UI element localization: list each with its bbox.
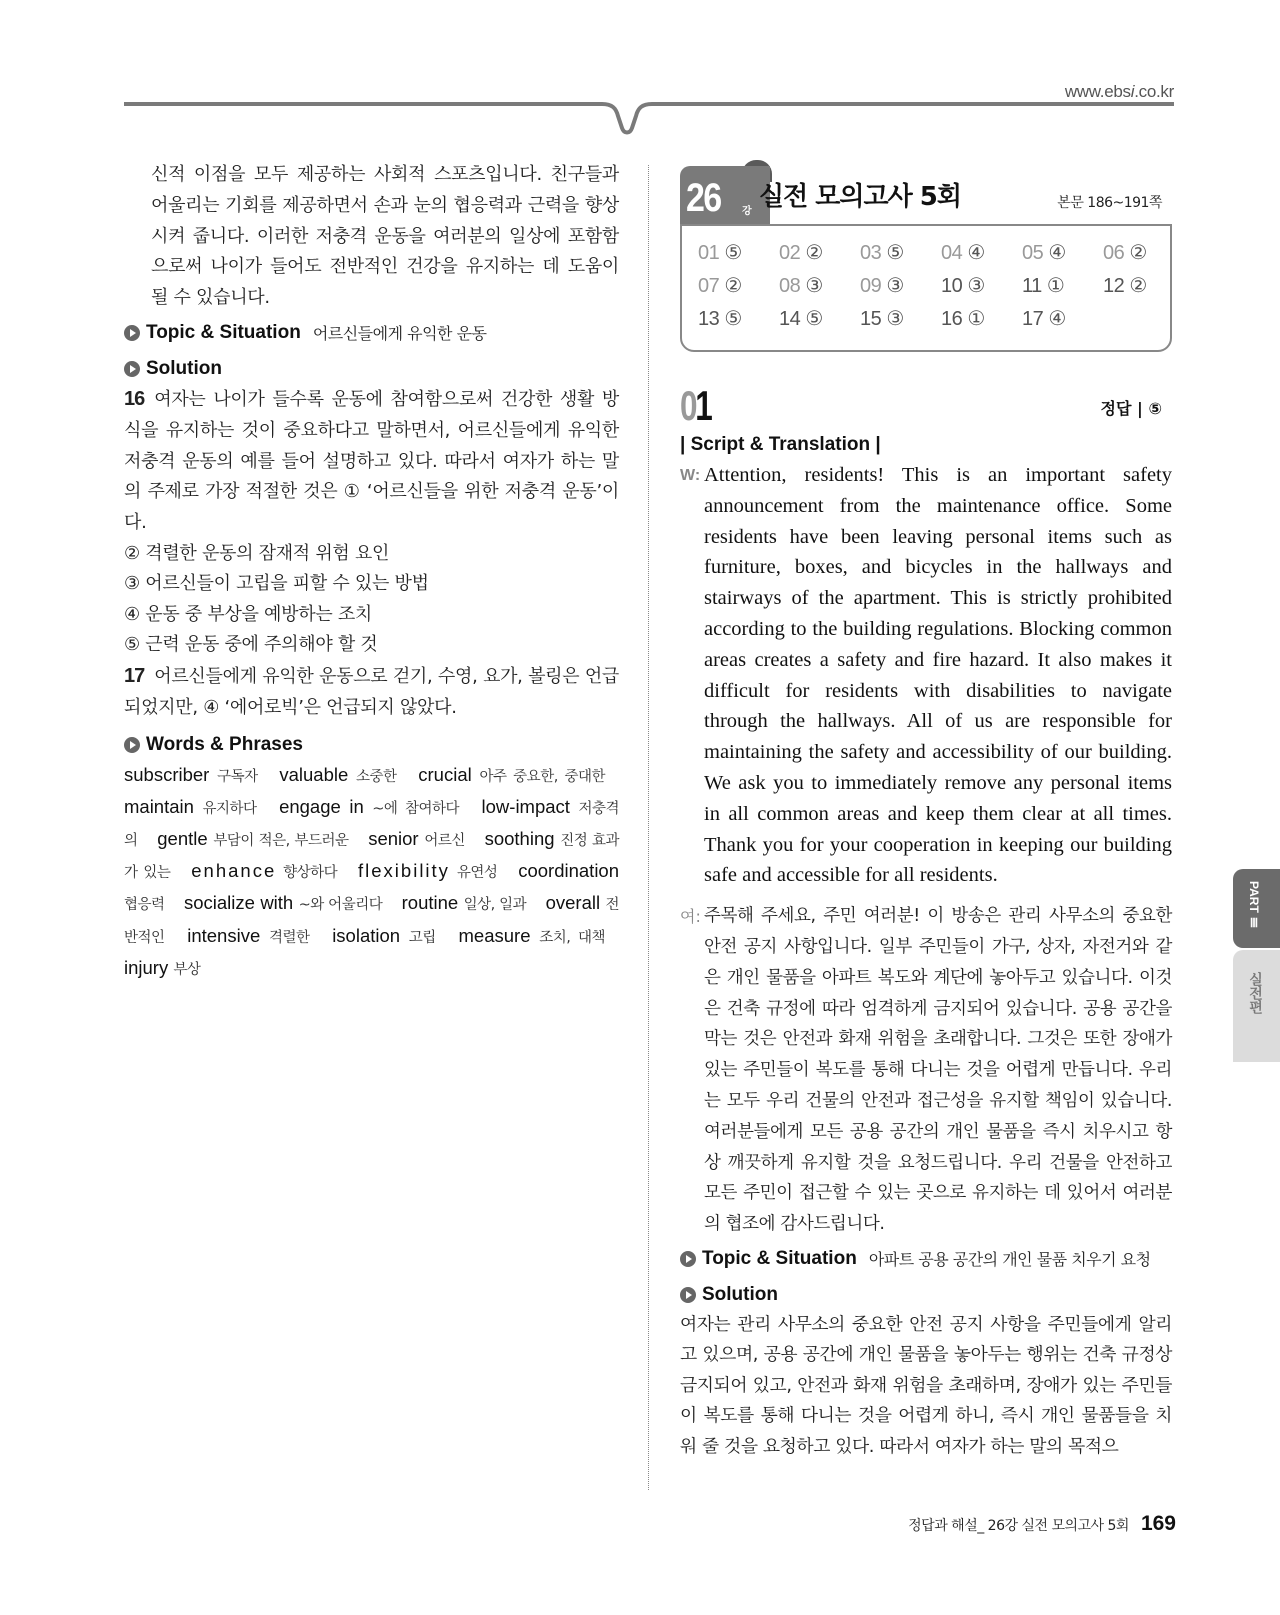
- answer-grid: [698, 238, 1170, 335]
- option-item: ③ 어르신들이 고립을 피할 수 있는 방법: [124, 573, 429, 595]
- vocab-term: overall: [545, 892, 601, 914]
- vocab-term: enhance: [191, 860, 277, 882]
- vocab-term: crucial: [418, 763, 472, 785]
- vocab-term: socialize with: [183, 892, 294, 914]
- vocab-meaning: 부상: [173, 961, 201, 978]
- answer-item: 16 ①: [941, 308, 985, 330]
- script-korean-text: 주목해 주세요, 주민 여러분! 이 방송은 관리 사무소의 중요한 안전 공지 사항입니다. 일부 주민들이 가구, 상자, 자전거와 같은 개인 물품을 아파트 복도와 계단에 놓아두고 있습니다. 이것은 건축 규정에 따라 엄격하게 금지되어 있습니다. 공용 공간을 막는 것은 안전과 화재 위험을 초래합니다. 그것은 또한 장애가 있는 주민들이 복도를 통해 다니는 것을 어렵게 만듭니다. 우리는 모두 우리 건물의 안전과 접근성을 유지할 책임이 있습니다. 여러분들에게 모든 공용 공간의 개인 물품을 즉시 치우시고 항상 깨끗하게 유지할 것을 요청드립니다. 우리 건물을 안전하고 모든 주민이 접근할 수 있는 곳으로 유지하는 데 있어서 여러분의 협조에 감사드립니다.: [704, 906, 1172, 1235]
- vocabulary-list: [124, 760, 619, 985]
- q17-text: 어르신들에게 유익한 운동으로 걷기, 수영, 요가, 볼링은 언급되었지만, ④ ‘에어로빅’은 언급되지 않았다.: [124, 665, 619, 718]
- site-url: [1065, 82, 1174, 102]
- unit-title: 실전 모의고사 5회: [759, 182, 962, 212]
- vocab-term: soothing: [484, 827, 555, 849]
- vocab-meaning: ~에 참여하다: [372, 800, 459, 817]
- topic-label: Topic & Situation: [146, 321, 301, 343]
- topic-heading: [124, 318, 619, 348]
- vocab-term: routine: [401, 892, 459, 914]
- vocab-term: low-impact: [481, 795, 570, 817]
- vocab-meaning: 유연성: [456, 865, 498, 882]
- q17-explanation: [124, 661, 619, 724]
- q16-number: 16: [124, 387, 145, 410]
- vocab-meaning: 격렬한: [268, 929, 310, 946]
- vocab-meaning: 고립: [408, 929, 436, 946]
- q16-option-list: [124, 539, 619, 661]
- site-url-italic: i: [1130, 82, 1135, 101]
- vocab-term: subscriber: [124, 763, 210, 785]
- vocab-meaning: 어르신: [424, 832, 465, 849]
- q16-text: 여자는 나이가 들수록 운동에 참여함으로써 건강한 생활 방식을 유지하는 것이 중요하다고 말하면서, 어르신들에게 유익한 저충격 운동의 예를 들어 설명하고 있다. 따라서 여자가 하는 말의 주제로 가장 적절한 것은 ① ‘어르신들을 위한 저충격 운동’이다.: [124, 388, 619, 534]
- answer-item: 09 ③: [860, 275, 904, 297]
- vocab-meaning: 아주 중요한, 중대한: [479, 768, 606, 785]
- unit-number: 26: [686, 176, 721, 220]
- solution-heading: [680, 1280, 1172, 1310]
- vocab-term: flexibility: [358, 860, 450, 882]
- question-header: [680, 382, 1172, 430]
- intro-paragraph: 신적 이점을 모두 제공하는 사회적 스포츠입니다. 친구들과 어울리는 기회를 제공하면서 손과 눈의 협응력과 근력을 향상시켜 줍니다. 이러한 저충격 운동을 여러분의 일상에 포함함으로써 나이가 들어도 전반적인 건강을 유지하는 데 도움이 될 수 있습니다.: [151, 164, 619, 309]
- play-bullet-icon: [680, 1287, 696, 1303]
- play-bullet-icon: [124, 737, 140, 753]
- vocab-meaning: 협응력: [124, 897, 165, 914]
- vocab-meaning: 구독자: [217, 768, 258, 785]
- question-number: 01: [680, 382, 711, 429]
- page-number: 169: [1140, 1512, 1176, 1535]
- unit-pages: 본문 186~191쪽: [1057, 195, 1162, 211]
- script-korean: [680, 901, 1172, 1240]
- side-tab-section-label: 실전편: [1247, 972, 1263, 1014]
- vocab-term: intensive: [187, 924, 261, 946]
- vocab-meaning: 소중한: [356, 768, 397, 785]
- answer-item: 04 ④: [941, 242, 985, 264]
- play-bullet-icon: [124, 325, 140, 341]
- answer-item: 01 ⑤: [698, 242, 742, 264]
- vocab-meaning: 유지하다: [202, 800, 257, 817]
- vocab-term: valuable: [279, 763, 349, 785]
- vocab-meaning: 조치, 대책: [539, 929, 605, 946]
- vocab-meaning: 저충격의: [124, 800, 620, 849]
- correct-answer-label: 정답 | ⑤: [1100, 399, 1162, 418]
- left-column: [124, 160, 619, 985]
- answer-item: 02 ②: [779, 242, 823, 264]
- q17-number: 17: [124, 664, 145, 687]
- answer-item: 07 ②: [698, 275, 742, 297]
- answer-item: 12 ②: [1103, 275, 1147, 297]
- page-footer: [908, 1512, 1176, 1536]
- answer-item: 05 ④: [1022, 242, 1066, 264]
- vocab-term: coordination: [518, 860, 620, 882]
- q16-explanation: [124, 384, 619, 539]
- answer-item: 11 ①: [1022, 275, 1065, 297]
- answer-item: 15 ③: [860, 308, 904, 330]
- site-url-prefix: www.ebs: [1064, 82, 1131, 101]
- side-tab-part[interactable]: [1233, 869, 1280, 948]
- vocab-meaning: 일상, 일과: [463, 897, 527, 914]
- solution-label: Solution: [146, 357, 222, 379]
- solution-heading: [124, 354, 619, 384]
- script-english-text: Attention, residents! This is an important safety announcement from the maintenance office. Some residents have been leaving personal items such as furniture, boxes, and bicycles in the hallways and stairways of the apartment. This is strictly prohibited according to the building regulations. Blocking common areas creates a safety and fire hazard. It also makes it difficult for residents with disabilities to navigate through the hallways. All of us are responsible for maintaining the safety and accessibility of our building. We ask you to immediately remove any personal items in all common areas and keep them clear at all times. Thank you for your cooperation in keeping our building safe and accessible for all residents.: [704, 464, 1172, 887]
- script-english: [680, 460, 1172, 891]
- side-tab-section[interactable]: [1233, 950, 1280, 1062]
- vocab-term: maintain: [124, 795, 194, 817]
- column-divider: [648, 165, 649, 1490]
- option-item: ⑤ 근력 운동 중에 주의해야 할 것: [124, 634, 378, 656]
- answer-item: 14 ⑤: [779, 308, 823, 330]
- site-url-suffix: .co.kr: [1134, 82, 1174, 101]
- answer-key-box: [680, 224, 1172, 352]
- option-item: ④ 운동 중 부상을 예방하는 조치: [124, 603, 373, 625]
- answer-item: 13 ⑤: [698, 308, 742, 330]
- vocab-term: isolation: [332, 924, 401, 946]
- right-column: [680, 160, 1172, 1462]
- words-label: Words & Phrases: [146, 733, 303, 755]
- topic-label: Topic & Situation: [702, 1247, 857, 1269]
- script-heading: | Script & Translation |: [680, 434, 881, 455]
- speaker-label: W:: [680, 467, 701, 484]
- vocab-meaning: 진정 효과가 있는: [124, 832, 620, 882]
- vocab-meaning: 전반적인: [124, 897, 620, 946]
- answer-item: 08 ③: [779, 275, 823, 297]
- header-rule-divider: [124, 100, 1174, 140]
- vocab-term: engage in: [279, 795, 364, 817]
- answer-item: 03 ⑤: [860, 242, 904, 264]
- play-bullet-icon: [124, 361, 140, 377]
- vocab-meaning: ~와 어울리다: [298, 897, 383, 914]
- unit-suffix: 강: [742, 206, 752, 217]
- unit-badge: [680, 166, 770, 224]
- words-heading: [124, 730, 619, 760]
- vocab-term: injury: [124, 956, 169, 978]
- solution-text: 여자는 관리 사무소의 중요한 안전 공지 사항을 주민들에게 알리고 있으며, 공용 공간에 개인 물품을 놓아두는 행위는 건축 규정상 금지되어 있고, 안전과 화재 위험을 초래하며, 장애가 있는 주민들이 복도를 통해 다니는 것을 어렵게 하니, 즉시 개인 물품들을 치워 줄 것을 요청하고 있다. 따라서 여자가 하는 말의 목적으: [680, 1313, 1172, 1457]
- vocab-term: measure: [458, 924, 531, 946]
- option-item: ② 격렬한 운동의 잠재적 위험 요인: [124, 542, 390, 564]
- vocab-meaning: 향상하다: [283, 865, 338, 882]
- footer-text: 정답과 해설_ 26강 실전 모의고사 5회: [908, 1518, 1129, 1534]
- vocab-meaning: 부담이 적은, 부드러운: [213, 832, 349, 849]
- topic-heading: [680, 1244, 1172, 1274]
- topic-value: 아파트 공용 공간의 개인 물품 치우기 요청: [868, 1250, 1151, 1270]
- answer-item: 06 ②: [1103, 242, 1147, 264]
- answer-item: 10 ③: [941, 275, 985, 297]
- topic-value: 어르신들에게 유익한 운동: [312, 324, 487, 344]
- speaker-label: 여:: [680, 907, 701, 927]
- unit-header: [680, 160, 1172, 224]
- side-tab-part-label: PART Ⅲ: [1247, 881, 1261, 931]
- vocab-term: gentle: [157, 827, 208, 849]
- vocab-term: senior: [368, 827, 419, 849]
- solution-label: Solution: [702, 1283, 778, 1305]
- answer-item: 17 ④: [1022, 308, 1066, 330]
- play-bullet-icon: [680, 1251, 696, 1267]
